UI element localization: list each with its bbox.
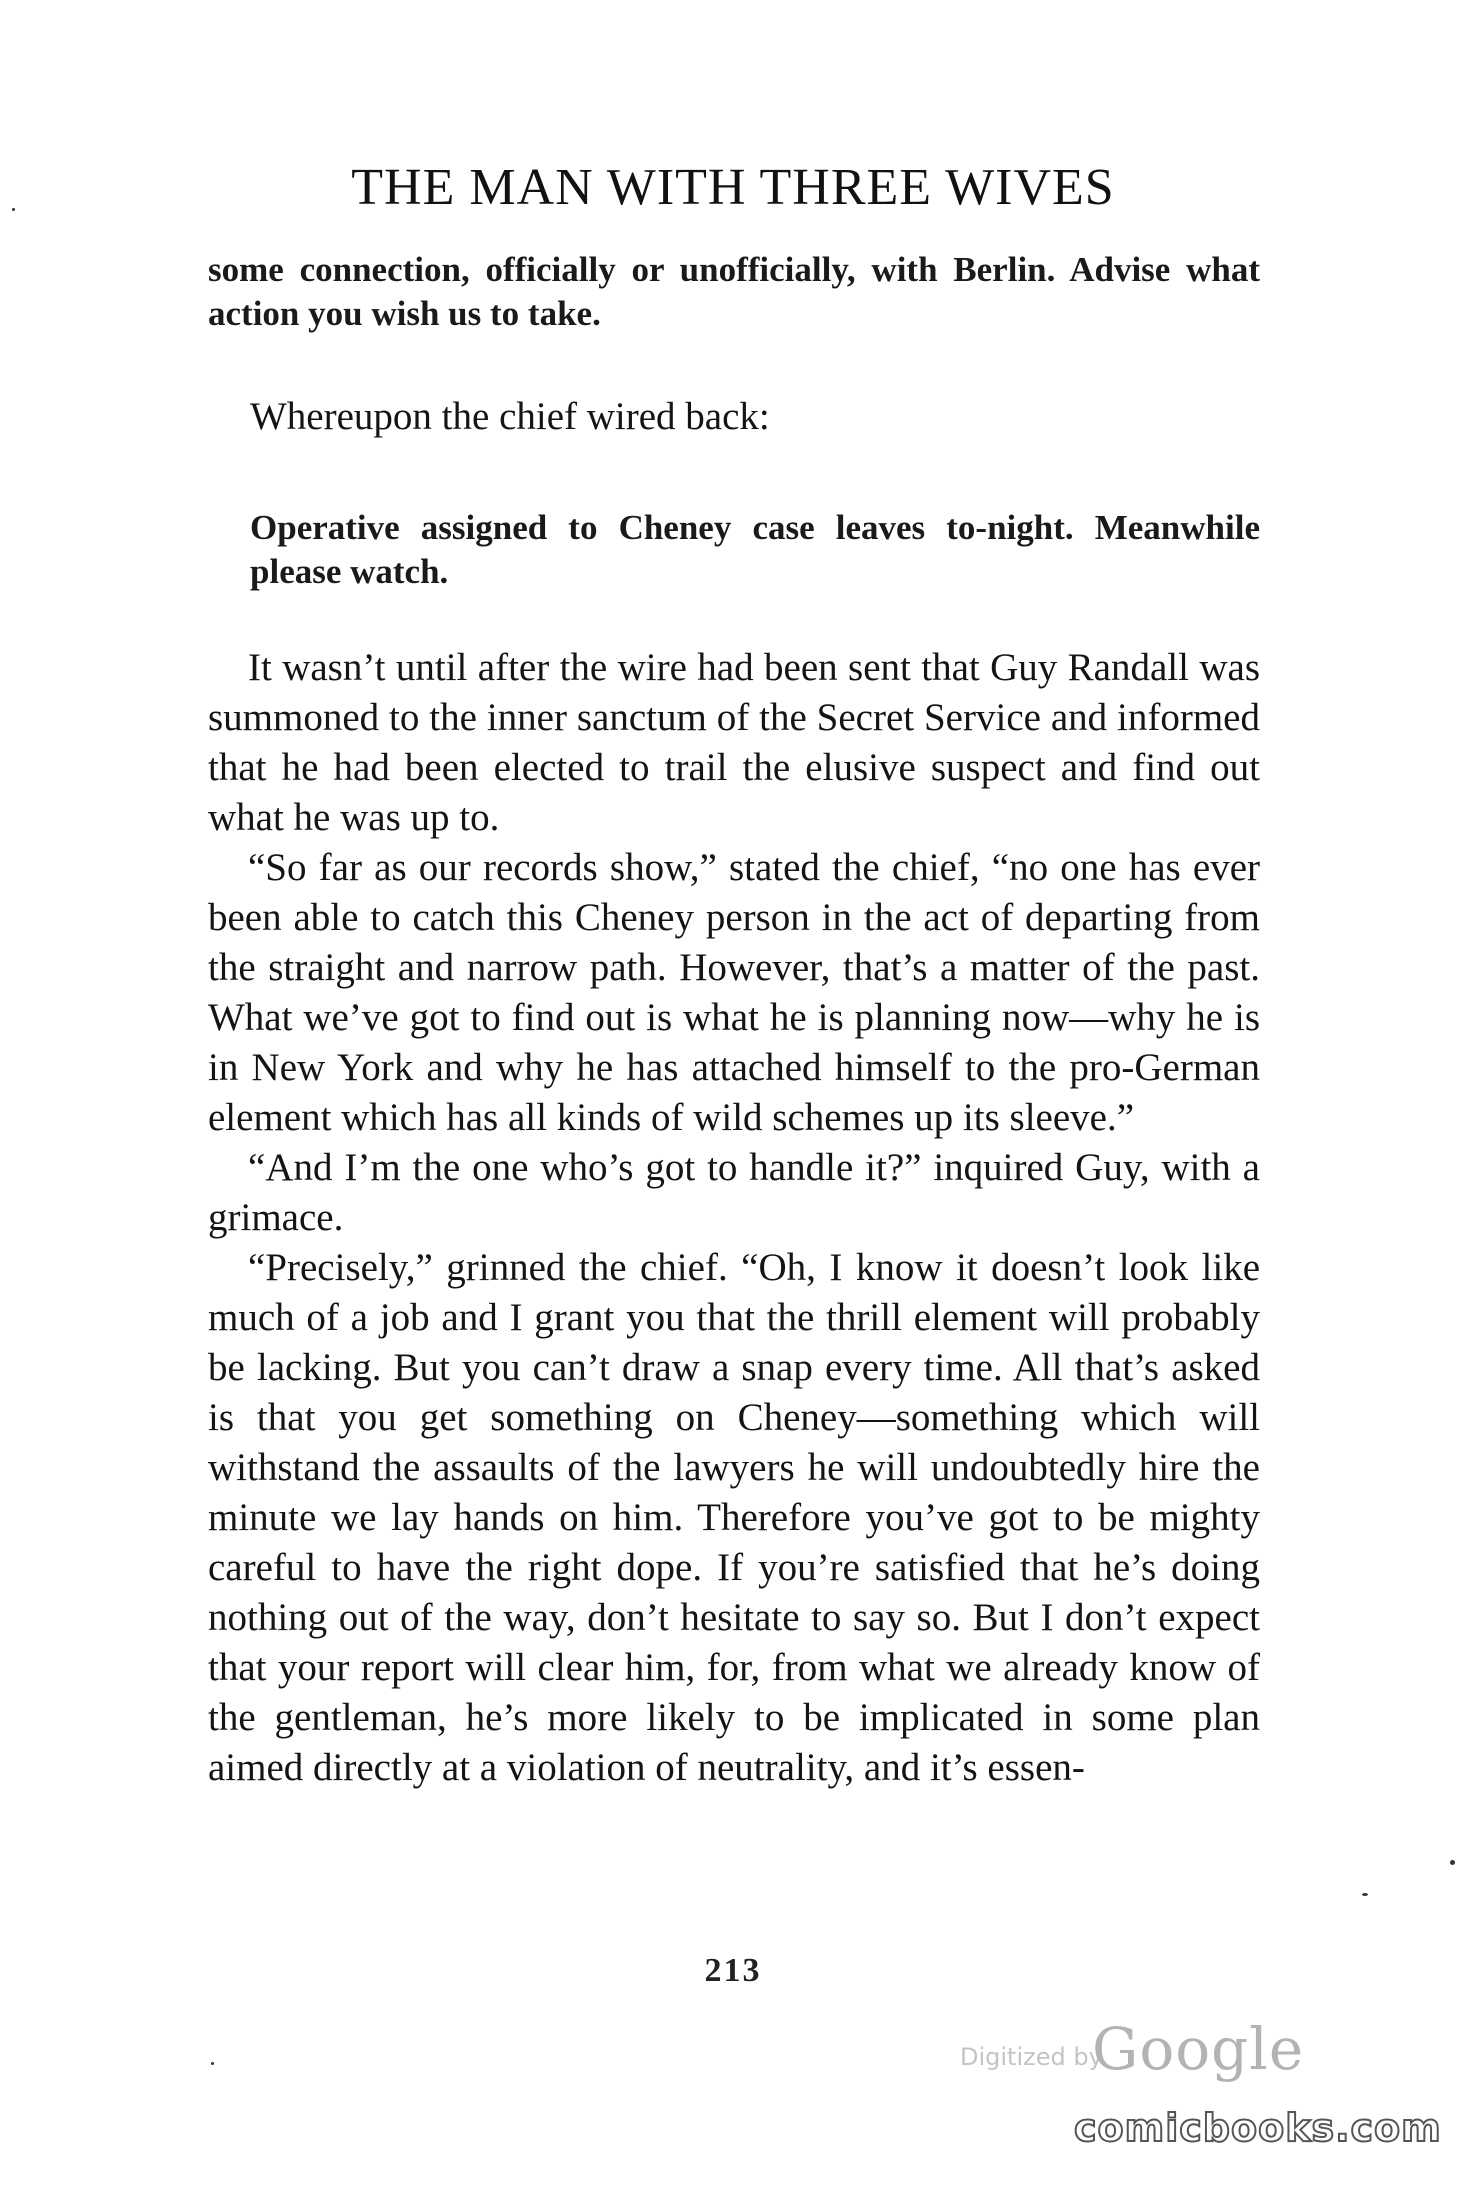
scan-speck: [211, 2062, 214, 2065]
body-text: [208, 643, 1260, 1793]
telegram-text-1: [208, 248, 1260, 336]
body-paragraph: “Precisely,” grinned the chief. “Oh, I know it doesn’t look like much of a job and I grant you that the thrill element will probably be lacking. But you can’t draw a snap every time. All that’s asked is that you get something on Cheney—something which will withstand the assaults of the lawyers he will undoubtedly hire the minute we lay hands on him. Therefore you’ve got to be mighty careful to have the right dope. If you’re satisfied that he’s doing nothing out of the way, don’t hesitate to say so. But I don’t expect that your report will clear him, for, from what we already know of the gentleman, he’s more likely to be implicated in some plan aimed directly at a violation of neutrality, and it’s essen-: [208, 1246, 1260, 1789]
telegram-paragraph-1: some connection, officially or unofficially, with Berlin. Advise what action you wish us to take.: [208, 250, 1260, 333]
body-paragraph: “And I’m the one who’s got to handle it?” inquired Guy, with a grimace.: [208, 1146, 1260, 1239]
digitized-prefix: Digitized by: [960, 2043, 1103, 2071]
body-paragraph: It wasn’t until after the wire had been sent that Guy Randall was summoned to the inner sanctum of the Secret Service and informed that he had been elected to trail the elusive suspect and find out what he was up to.: [208, 646, 1260, 839]
running-head: THE MAN WITH THREE WIVES: [351, 159, 1115, 216]
scan-speck: [1450, 1860, 1455, 1865]
whereupon-text: Whereupon the chief wired back:: [250, 395, 770, 438]
site-watermark: comicbooks.com: [1074, 2106, 1442, 2150]
scan-speck: [12, 208, 15, 211]
telegram-paragraph-2: Operative assigned to Cheney case leaves to-night. Meanwhile please watch.: [250, 508, 1260, 591]
telegram-text-2: [250, 506, 1260, 594]
body-paragraph: “So far as our records show,” stated the chief, “no one has ever been able to catch this Cheney person in the act of departing from the straight and narrow path. However, that’s a matter of the past. What we’ve got to find out is what he is planning now—why he is in New York and why he has attached himself to the pro-German element which has all kinds of wild schemes up its sleeve.”: [208, 846, 1260, 1139]
digitized-by-mark: [960, 2015, 1305, 2085]
google-logo: Google: [1092, 2015, 1305, 2083]
page-number: 213: [704, 1952, 762, 1989]
scan-speck: [1362, 1893, 1368, 1896]
whereupon-line: [250, 392, 1302, 442]
